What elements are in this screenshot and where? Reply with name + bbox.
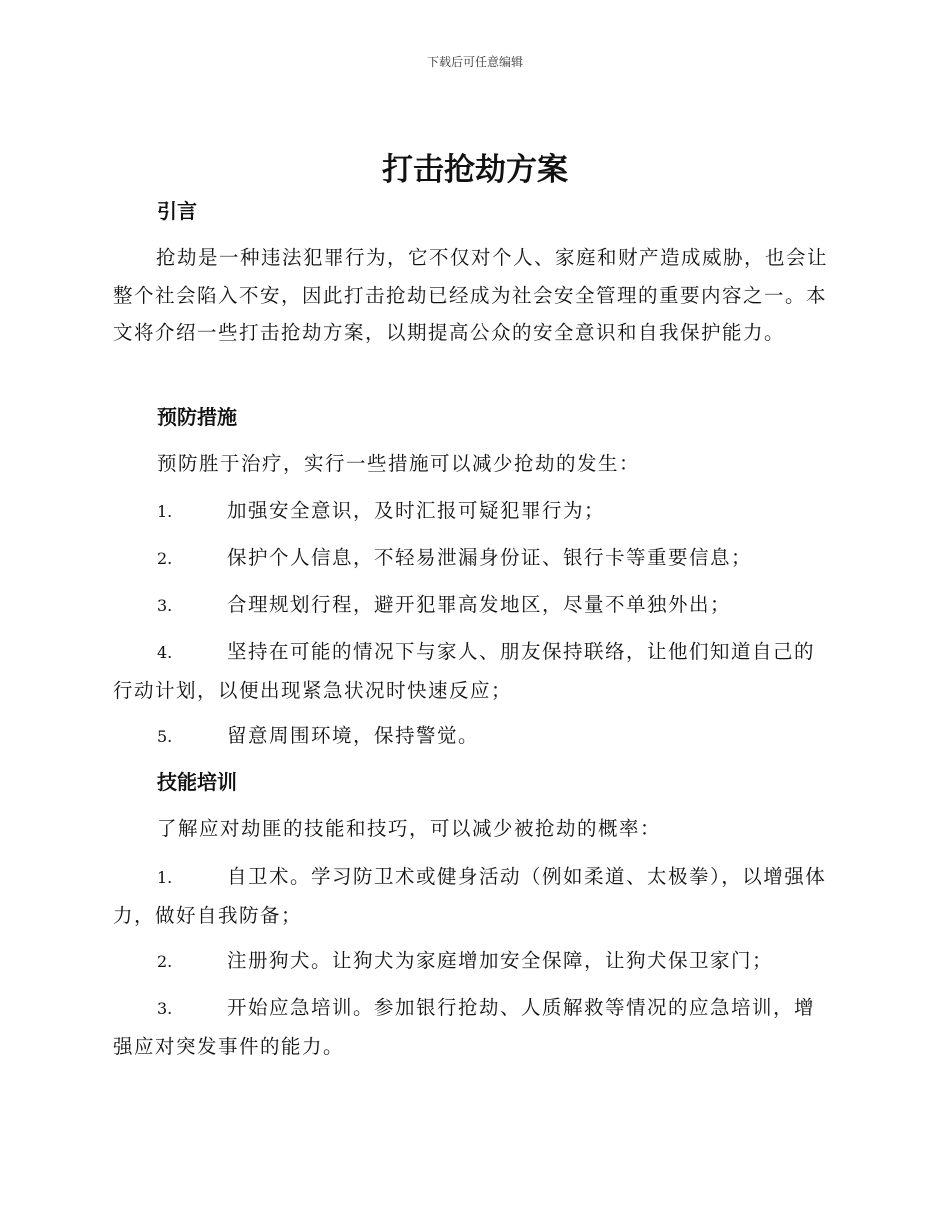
training-item-3 (113, 989, 833, 1065)
prevention-item-1 (113, 492, 833, 531)
item-text: 保护个人信息，不轻易泄漏身份证、银行卡等重要信息； (227, 546, 753, 569)
item-number: 3. (157, 596, 173, 615)
training-lead: 了解应对劫匪的技能和技巧，可以减少被抢劫的概率： (157, 817, 662, 840)
item-number: 2. (157, 549, 173, 568)
item-text: 开始应急培训。参加银行抢劫、人质解救等情况的应急培训，增强应对突发事件的能力。 (113, 996, 816, 1058)
prevention-item-5 (113, 717, 833, 756)
section-heading-prevention: 预防措施 (157, 405, 237, 429)
document-title: 打击抢劫方案 (382, 152, 568, 188)
prevention-item-2 (113, 539, 833, 578)
item-text: 合理规划行程，避开犯罪高发地区，尽量不单独外出； (227, 593, 732, 616)
prevention-item-4 (113, 633, 833, 709)
training-item-1 (113, 858, 833, 934)
prevention-lead: 预防胜于治疗，实行一些措施可以减少抢劫的发生： (157, 452, 641, 475)
section-heading-intro: 引言 (157, 199, 197, 223)
item-text: 注册狗犬。让狗犬为家庭增加安全保障，让狗犬保卫家门； (227, 949, 774, 972)
item-number: 5. (157, 727, 173, 746)
item-number: 1. (157, 502, 173, 521)
training-item-2 (113, 942, 833, 981)
item-number: 4. (157, 643, 173, 662)
item-number: 1. (157, 868, 173, 887)
header-note: 下载后可任意编辑 (426, 55, 523, 69)
section-heading-training: 技能培训 (157, 770, 237, 794)
item-number: 2. (157, 952, 173, 971)
item-number: 3. (157, 999, 173, 1018)
item-text: 自卫术。学习防卫术或健身活动（例如柔道、太极拳），以增强体力，做好自我防备； (113, 865, 827, 927)
item-text: 留意周围环境，保持警觉。 (227, 724, 480, 747)
intro-paragraph: 抢劫是一种违法犯罪行为，它不仅对个人、家庭和财产造成威胁，也会让整个社会陷入不安，因此打击抢劫已经成为社会安全管理的重要内容之一。本文将介绍一些打击抢劫方案，以期提高公众的安全意识和自我保护能力。 (113, 246, 829, 344)
prevention-item-3 (113, 586, 833, 625)
item-text: 坚持在可能的情况下与家人、朋友保持联络，让他们知道自己的行动计划，以便出现紧急状况时快速反应； (113, 640, 816, 702)
item-text: 加强安全意识，及时汇报可疑犯罪行为； (227, 499, 606, 522)
